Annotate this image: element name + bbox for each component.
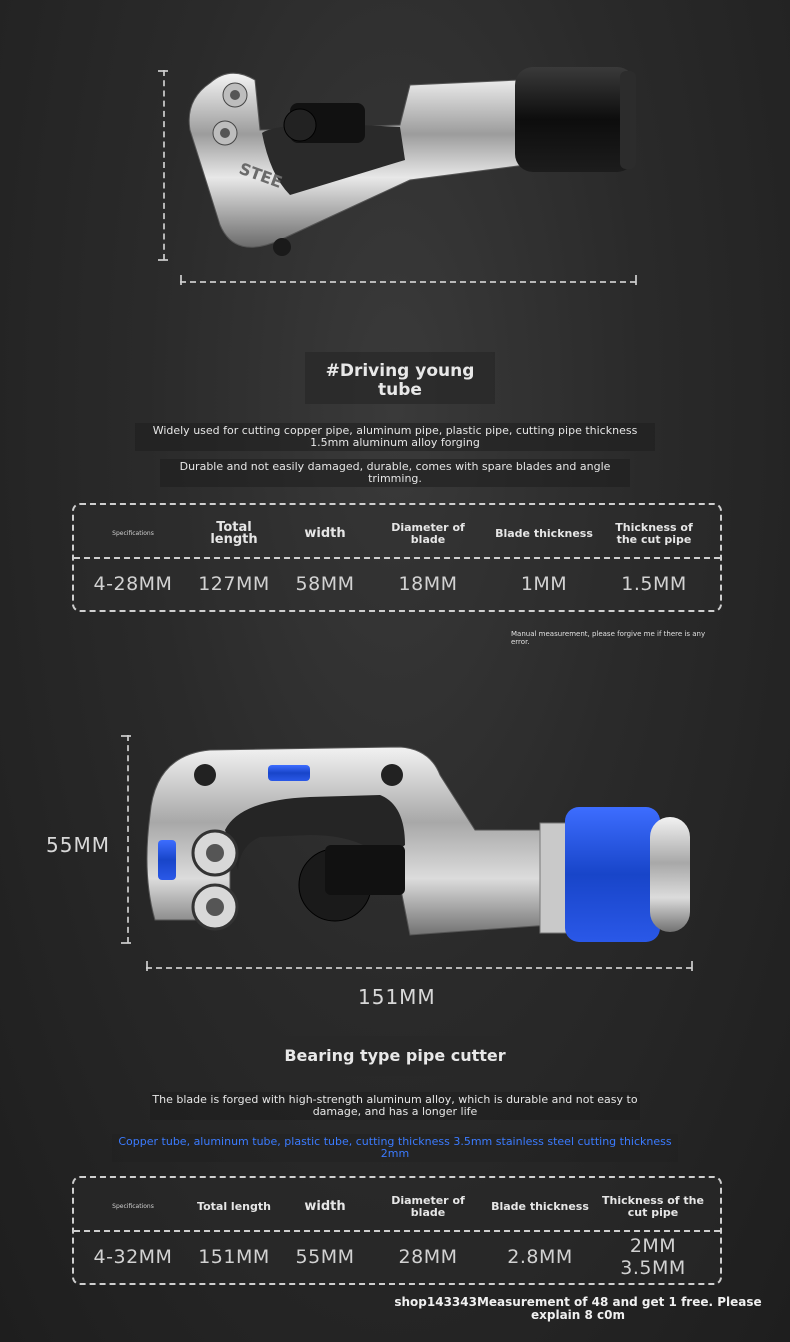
value-cell: 18MM xyxy=(398,573,458,595)
pipe-cutter-bearing-illustration xyxy=(130,735,700,955)
product1-title xyxy=(305,352,495,404)
product2-title xyxy=(282,1036,508,1076)
pipe-cutter-small-illustration xyxy=(150,55,650,295)
product2-description-2: Copper tube, aluminum tube, plastic tube, cutting thickness 3.5mm stainless steel cutting thickness 2mm xyxy=(112,1134,678,1162)
height-label: 55MM xyxy=(46,833,110,857)
value-cell: 151MM xyxy=(198,1246,270,1268)
product2-image xyxy=(130,735,700,955)
length-dimension-tick xyxy=(635,275,637,285)
header-cell: Blade thickness xyxy=(491,1200,589,1213)
header-cell: Specifications xyxy=(112,530,154,537)
height-dimension-tick xyxy=(158,70,168,72)
height-dimension-tick xyxy=(121,942,131,944)
value-cell: 55MM xyxy=(295,1246,355,1268)
length-dimension-tick xyxy=(146,961,148,971)
value-cell: 1.5MM xyxy=(621,573,687,595)
length-label: 151MM xyxy=(358,985,436,1009)
product1-spec-table xyxy=(72,503,722,612)
product1-description-1: Widely used for cutting copper pipe, aluminum pipe, plastic pipe, cutting pipe thickness 1.5mm aluminum alloy forging xyxy=(135,423,655,451)
table-header-row xyxy=(74,1186,720,1228)
value-cell: 4-32MM xyxy=(93,1246,173,1268)
header-cell: Thickness of the cut pipe xyxy=(602,1194,704,1219)
header-cell: Thickness of the cut pipe xyxy=(615,521,693,546)
value-cell: 1MM xyxy=(520,573,568,595)
header-cell: Blade thickness xyxy=(495,527,593,540)
header-cell: width xyxy=(304,526,346,541)
value-cell: 2MM 3.5MM xyxy=(620,1235,686,1279)
table-divider xyxy=(74,1230,720,1232)
header-cell: Total length xyxy=(210,520,258,547)
header-cell: Specifications xyxy=(112,1203,154,1210)
height-dimension-tick xyxy=(158,259,168,261)
product2-spec-table xyxy=(72,1176,722,1285)
header-cell: Total length xyxy=(197,1200,271,1213)
value-cell: 2.8MM xyxy=(507,1246,573,1268)
table-divider xyxy=(74,557,720,559)
table-header-row xyxy=(74,513,720,555)
tool-logo: STEE xyxy=(236,158,285,192)
measurement-note: Manual measurement, please forgive me if there is any error. xyxy=(511,630,706,646)
height-dimension-tick xyxy=(121,735,131,737)
table-value-row xyxy=(74,1236,720,1278)
header-cell: Diameter of blade xyxy=(391,521,465,546)
product2-title-text: Bearing type pipe cutter xyxy=(284,1046,506,1065)
footer-text: shop143343Measurement of 48 and get 1 free. Please explain 8 c0m xyxy=(394,1295,762,1322)
length-dimension-tick xyxy=(180,275,182,285)
product1-image xyxy=(150,55,650,295)
product2-description-1: The blade is forged with high-strength aluminum alloy, which is durable and not easy to damage, and has a longer life xyxy=(150,1092,640,1120)
header-cell: Diameter of blade xyxy=(391,1194,465,1219)
length-dimension-line xyxy=(180,281,636,283)
height-dimension-line xyxy=(127,735,129,943)
value-cell: 28MM xyxy=(398,1246,458,1268)
table-value-row xyxy=(74,563,720,605)
value-cell: 127MM xyxy=(198,573,270,595)
product1-description-2: Durable and not easily damaged, durable, comes with spare blades and angle trimming. xyxy=(160,459,630,487)
header-cell: width xyxy=(304,1199,346,1214)
value-cell: 58MM xyxy=(295,573,355,595)
length-dimension-tick xyxy=(691,961,693,971)
length-dimension-line xyxy=(146,967,692,969)
product1-title-text: #Driving young tube xyxy=(325,361,475,400)
height-dimension-line xyxy=(163,70,165,260)
value-cell: 4-28MM xyxy=(93,573,173,595)
